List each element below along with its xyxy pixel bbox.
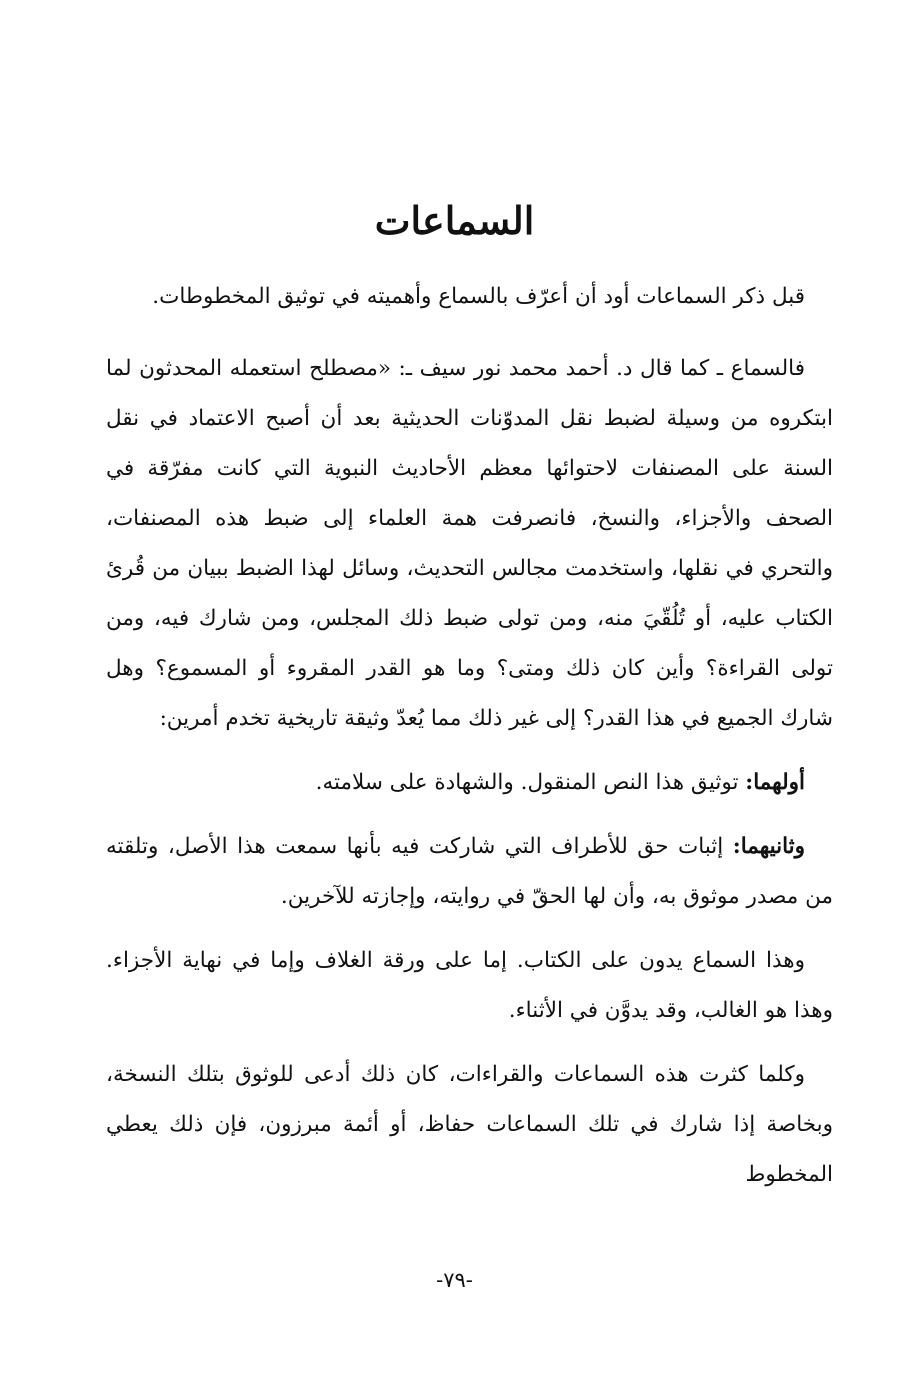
- paragraph: [106, 272, 833, 322]
- paragraph: [106, 758, 833, 808]
- paragraph-text: فالسماع ـ كما قال د. أحمد محمد نور سيف ـ: «مصطلح استعمله المحدثون لما ابتكروه من وسيلة لضبط نقل المدوّنات الحديثية بعد أن أصبح الاعتماد في نقل السنة على المصنفات لاحتوائها معظم الأحاديث النبوية التي كانت مفرّقة في الصحف والأجزاء، والنسخ، فانصرفت همة العلماء إلى ضبط هذه المصنفات، والتحري في نقلها، واستخدمت مجالس التحديث، وسائل لهذا الضبط ببيان من قُرئ الكتاب عليه، أو تُلُقّيَ منه، ومن تولى ضبط ذلك المجلس، ومن شارك فيه، ومن تولى القراءة؟ وأين كان ذلك ومتى؟ وما هو القدر المقروء أو المسموع؟ وهل شارك الجميع في هذا القدر؟ إلى غير ذلك مما يُعدّ وثيقة تاريخية تخدم أمرين:: [106, 356, 833, 731]
- page-number: -٧٩-: [436, 1268, 473, 1292]
- paragraph-text: إثبات حق للأطراف التي شاركت فيه بأنها سمعت هذا الأصل، وتلقته من مصدر موثوق به، وأن لها الحقّ في روايته، وإجازته للآخرين.: [106, 834, 833, 909]
- paragraph: [106, 344, 833, 744]
- paragraph-text: وكلما كثرت هذه السماعات والقراءات، كان ذلك أدعى للوثوق بتلك النسخة، وبخاصة إذا شارك في تلك السماعات حفاظ، أو أئمة مبرزون، فإن ذلك يعطي المخطوط: [106, 1062, 833, 1187]
- paragraph: [106, 822, 833, 922]
- paragraph-lead: أولهما:: [745, 770, 805, 795]
- paragraph: [106, 1050, 833, 1200]
- body-text: [106, 272, 833, 1222]
- paragraph-text: توثيق هذا النص المنقول. والشهادة على سلامته.: [315, 770, 746, 795]
- paragraph-lead: وثانيهما:: [732, 834, 805, 859]
- paragraph-text: قبل ذكر السماعات أود أن أعرّف بالسماع وأهميته في توثيق المخطوطات.: [152, 284, 805, 309]
- page-title: السماعات: [374, 198, 535, 244]
- paragraph: [106, 936, 833, 1036]
- paragraph-text: وهذا السماع يدون على الكتاب. إما على ورقة الغلاف وإما في نهاية الأجزاء. وهذا هو الغالب، وقد يدوَّن في الأثناء.: [106, 948, 833, 1023]
